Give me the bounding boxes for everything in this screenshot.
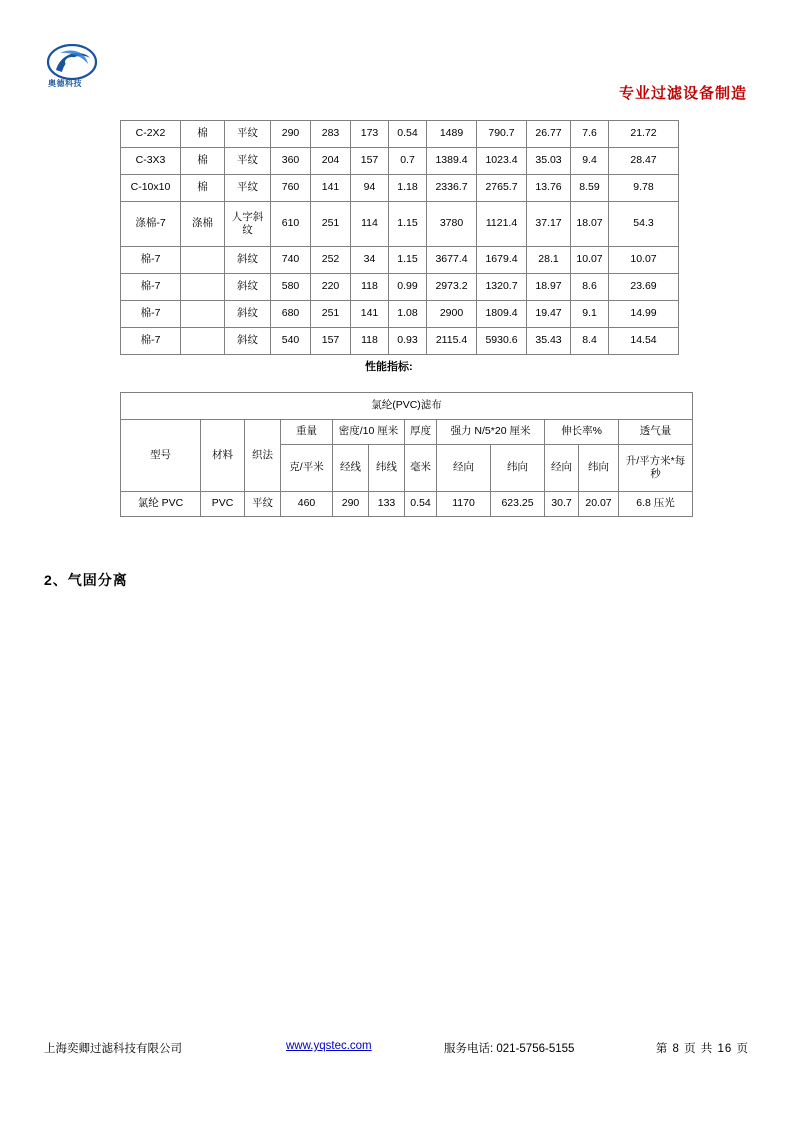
header-slogan: 专业过滤设备制造 (618, 85, 747, 102)
cell: 114 (351, 202, 389, 247)
cell: 8.4 (571, 328, 609, 355)
cell: 610 (271, 202, 311, 247)
cell: 1320.7 (477, 274, 527, 301)
cell: 1170 (437, 492, 491, 517)
cell: 157 (351, 148, 389, 175)
cell: 9.1 (571, 301, 609, 328)
fabric-specs-table (120, 120, 679, 355)
cell: 21.72 (609, 121, 679, 148)
cell: 740 (271, 247, 311, 274)
unit-elong-warp: 经向 (545, 445, 579, 492)
cell: 6.8 压光 (619, 492, 693, 517)
table-row (121, 328, 679, 355)
cell: 平纹 (225, 121, 271, 148)
cell (181, 274, 225, 301)
fabric-specs-table-container (120, 120, 678, 355)
cell: C-3X3 (121, 148, 181, 175)
cell: 30.7 (545, 492, 579, 517)
unit-strength-weft: 纬向 (491, 445, 545, 492)
table-row (121, 492, 693, 517)
cell: 118 (351, 274, 389, 301)
header-weave: 织法 (245, 420, 281, 492)
header-weight: 重量 (281, 420, 333, 445)
table-row (121, 301, 679, 328)
cell: 1.08 (389, 301, 427, 328)
header-model: 型号 (121, 420, 201, 492)
cell: 1121.4 (477, 202, 527, 247)
cell: 14.99 (609, 301, 679, 328)
cell: 斜纹 (225, 274, 271, 301)
cell (181, 301, 225, 328)
table-row (121, 175, 679, 202)
cell: 0.99 (389, 274, 427, 301)
cell: 9.78 (609, 175, 679, 202)
unit-weight: 克/平米 (281, 445, 333, 492)
cell: 220 (311, 274, 351, 301)
cell: 10.07 (571, 247, 609, 274)
cell: 斜纹 (225, 247, 271, 274)
cell: 540 (271, 328, 311, 355)
cell: 118 (351, 328, 389, 355)
cell: 623.25 (491, 492, 545, 517)
cell: 251 (311, 301, 351, 328)
cell: 棉-7 (121, 301, 181, 328)
cell (181, 328, 225, 355)
company-logo (46, 44, 102, 94)
cell (181, 247, 225, 274)
table-row (121, 202, 679, 247)
footer-service-phone: 服务电话: 021-5756-5155 (444, 1043, 575, 1055)
cell: 8.59 (571, 175, 609, 202)
header-thickness: 厚度 (405, 420, 437, 445)
cell: 204 (311, 148, 351, 175)
cell: 141 (351, 301, 389, 328)
cell: 涤棉 (181, 202, 225, 247)
cell: 氯纶 PVC (121, 492, 201, 517)
cell: 133 (369, 492, 405, 517)
header-air-permeability: 透气量 (619, 420, 693, 445)
pvc-filter-cloth-table-body (121, 393, 693, 517)
cell: 棉-7 (121, 274, 181, 301)
cell: 3677.4 (427, 247, 477, 274)
page-footer (44, 1040, 749, 1062)
footer-website-link[interactable]: www.yqstec.com (286, 1040, 372, 1052)
cell: 360 (271, 148, 311, 175)
cell: 20.07 (579, 492, 619, 517)
cell: 7.6 (571, 121, 609, 148)
unit-elong-weft: 纬向 (579, 445, 619, 492)
cell: 26.77 (527, 121, 571, 148)
cell: 37.17 (527, 202, 571, 247)
cell: 680 (271, 301, 311, 328)
cell: 28.47 (609, 148, 679, 175)
header-density: 密度/10 厘米 (333, 420, 405, 445)
cell: 涤棉-7 (121, 202, 181, 247)
unit-thickness: 毫米 (405, 445, 437, 492)
cell: 35.03 (527, 148, 571, 175)
cell: 2765.7 (477, 175, 527, 202)
table-title-row (121, 393, 693, 420)
unit-weft-density: 纬线 (369, 445, 405, 492)
cell: 1809.4 (477, 301, 527, 328)
cell: 2115.4 (427, 328, 477, 355)
cell: 9.4 (571, 148, 609, 175)
cell: 8.6 (571, 274, 609, 301)
cell: 13.76 (527, 175, 571, 202)
table-title: 氯纶(PVC)滤布 (121, 393, 693, 420)
cell: 290 (271, 121, 311, 148)
cell: 斜纹 (225, 328, 271, 355)
cell: 173 (351, 121, 389, 148)
cell: 1023.4 (477, 148, 527, 175)
cell: 1.18 (389, 175, 427, 202)
cell: 棉 (181, 148, 225, 175)
unit-strength-warp: 经向 (437, 445, 491, 492)
cell: 760 (271, 175, 311, 202)
cell: 141 (311, 175, 351, 202)
table-row (121, 121, 679, 148)
fabric-specs-table-body (121, 121, 679, 355)
logo-text: 奥德科技 (48, 79, 82, 88)
cell: 3780 (427, 202, 477, 247)
cell: 460 (281, 492, 333, 517)
cell: 平纹 (245, 492, 281, 517)
logo-swirl-icon (46, 44, 98, 80)
pvc-filter-cloth-table-container (120, 392, 686, 517)
cell: 棉-7 (121, 247, 181, 274)
cell: 棉 (181, 175, 225, 202)
cell: 19.47 (527, 301, 571, 328)
cell: 2973.2 (427, 274, 477, 301)
header-elongation: 伸长率% (545, 420, 619, 445)
header-material: 材料 (201, 420, 245, 492)
cell: 10.07 (609, 247, 679, 274)
cell: 14.54 (609, 328, 679, 355)
cell: 290 (333, 492, 369, 517)
cell: 1389.4 (427, 148, 477, 175)
cell: 2336.7 (427, 175, 477, 202)
cell: 2900 (427, 301, 477, 328)
table-row (121, 148, 679, 175)
unit-warp-density: 经线 (333, 445, 369, 492)
cell: 0.7 (389, 148, 427, 175)
cell: 棉-7 (121, 328, 181, 355)
section-heading-gas-solid-separation: 2、气固分离 (44, 572, 128, 588)
cell: 0.54 (389, 121, 427, 148)
cell: 94 (351, 175, 389, 202)
cell: 斜纹 (225, 301, 271, 328)
cell: 35.43 (527, 328, 571, 355)
cell: 23.69 (609, 274, 679, 301)
unit-air-permeability: 升/平方米*每秒 (619, 445, 693, 492)
table-row (121, 247, 679, 274)
header-strength: 强力 N/5*20 厘米 (437, 420, 545, 445)
cell: 5930.6 (477, 328, 527, 355)
cell: 18.07 (571, 202, 609, 247)
pvc-filter-cloth-table (120, 392, 693, 517)
table-header-row-1 (121, 420, 693, 445)
cell: 157 (311, 328, 351, 355)
cell: 283 (311, 121, 351, 148)
cell: 1.15 (389, 247, 427, 274)
cell: 平纹 (225, 148, 271, 175)
cell: 棉 (181, 121, 225, 148)
cell: 34 (351, 247, 389, 274)
cell: 人字斜纹 (225, 202, 271, 247)
cell: 平纹 (225, 175, 271, 202)
cell: 251 (311, 202, 351, 247)
page-header (46, 44, 747, 100)
cell: 790.7 (477, 121, 527, 148)
cell: 0.93 (389, 328, 427, 355)
cell: 28.1 (527, 247, 571, 274)
table-row (121, 274, 679, 301)
cell: 1489 (427, 121, 477, 148)
footer-page-number: 第 8 页 共 16 页 (655, 1043, 749, 1055)
cell: PVC (201, 492, 245, 517)
performance-index-label: 性能指标: (365, 361, 413, 373)
cell: 1679.4 (477, 247, 527, 274)
cell: 54.3 (609, 202, 679, 247)
footer-company-name: 上海奕卿过滤科技有限公司 (44, 1043, 182, 1055)
cell: C-2X2 (121, 121, 181, 148)
cell: C-10x10 (121, 175, 181, 202)
cell: 580 (271, 274, 311, 301)
cell: 1.15 (389, 202, 427, 247)
cell: 18.97 (527, 274, 571, 301)
cell: 252 (311, 247, 351, 274)
cell: 0.54 (405, 492, 437, 517)
